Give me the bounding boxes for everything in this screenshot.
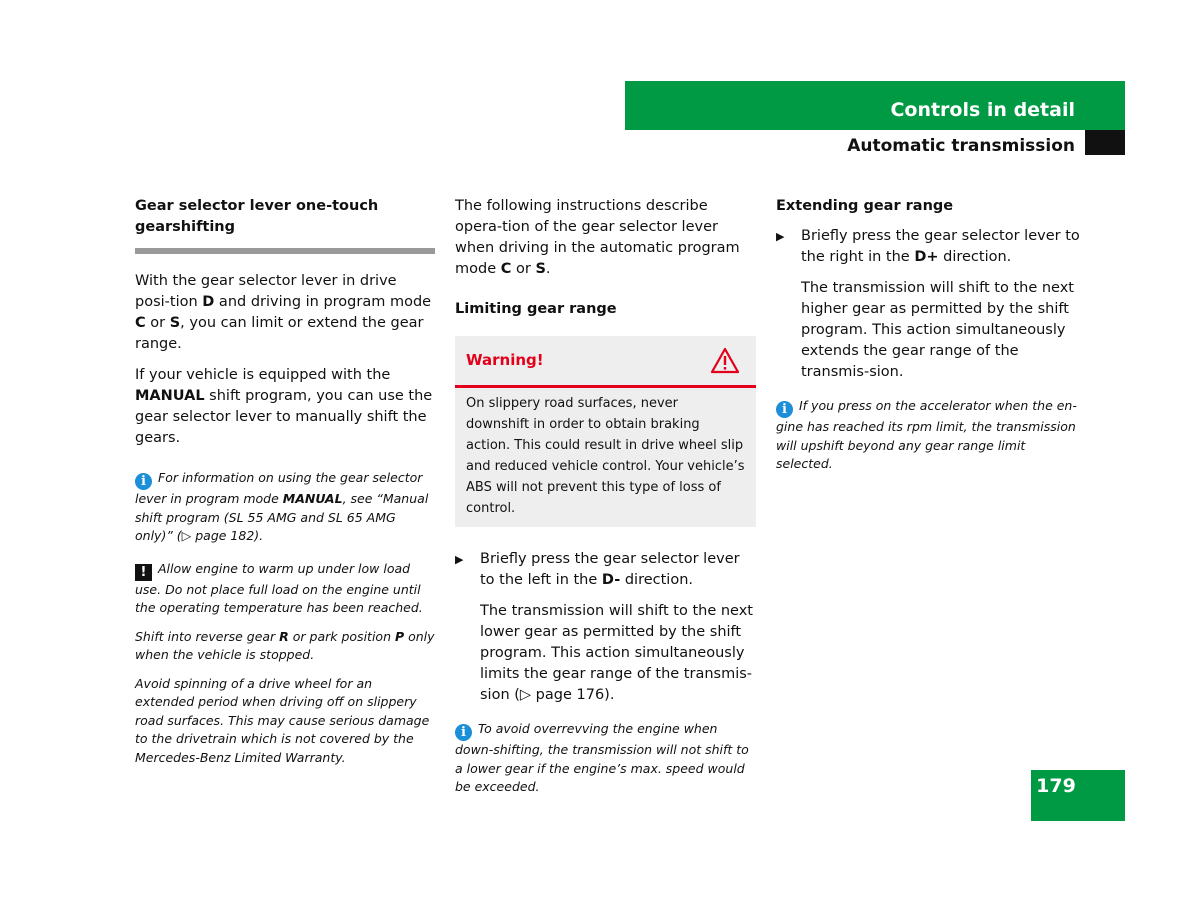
- subsection-title: Automatic transmission: [847, 136, 1075, 156]
- paragraph-gear-range: With the gear selector lever in drive posi-tion D and driving in program mode C or S, you can limit or extend the gear range.: [135, 273, 432, 352]
- section-heading: Gear selector lever one-touch gearshifting: [135, 198, 379, 235]
- heading-extending-gear-range: Extending gear range: [776, 198, 954, 214]
- section-tab-marker: [1085, 130, 1125, 155]
- warning-header: [455, 336, 756, 388]
- info-icon: i: [455, 724, 472, 741]
- page-number: 179: [1036, 775, 1076, 797]
- result-limit-range: The transmission will shift to the next lower gear as permitted by the shift program. This action simultaneously limits the gear range of the transmis-sion (▷ page 176).: [480, 603, 753, 703]
- warning-text: On slippery road surfaces, never downshift in order to obtain braking action. This could result in drive wheel slip and reduced vehicle control. Your vehicle’s ABS will not prevent this type of loss of control.: [466, 396, 745, 516]
- paragraph-manual-program: If your vehicle is equipped with the MANUAL shift program, you can use the gear selector lever to manually shift the gears.: [135, 367, 433, 446]
- step-press-left: ▶ Briefly press the gear selector lever to the left in the D- direction.: [455, 551, 740, 588]
- bullet-arrow-icon: ▶: [776, 230, 785, 243]
- column-3: [776, 196, 1080, 484]
- note-wheel-spin: Avoid spinning of a drive wheel for an extended period when driving off on slippery road surfaces. This may cause serious damage to the drivetrain which is not covered by the Mercedes-Benz Limited Warranty.: [135, 675, 430, 765]
- section-title: Controls in detail: [890, 99, 1075, 121]
- info-note-manual: i For information on using the gear selector lever in program mode MANUAL, see “Manual shift program (SL 55 AMG and SL 65 AMG only)” (▷ page 182).: [135, 470, 429, 543]
- column-1: [135, 196, 435, 777]
- note-reverse-park: Shift into reverse gear R or park position P only when the vehicle is stopped.: [135, 628, 435, 662]
- caution-icon: !: [135, 564, 152, 581]
- warning-box: [455, 336, 756, 527]
- info-note-rpm-limit: i If you press on the accelerator when the en-gine has reached its rpm limit, the transmission will upshift beyond any gear range limit selected.: [776, 398, 1077, 471]
- column-2: [455, 196, 756, 807]
- result-extend-range: The transmission will shift to the next higher gear as permitted by the shift program. This action simultaneously extends the gear range of the transmis-sion.: [801, 280, 1074, 380]
- bullet-arrow-icon: ▶: [455, 553, 464, 566]
- heading-rule: [135, 248, 435, 254]
- heading-limiting-gear-range: Limiting gear range: [455, 301, 617, 317]
- info-icon: i: [776, 401, 793, 418]
- caution-note-warmup: ! Allow engine to warm up under low load use. Do not place full load on the engine until the operating temperature has been reached.: [135, 560, 423, 615]
- info-icon: i: [135, 473, 152, 490]
- warning-triangle-icon: [710, 347, 740, 374]
- step-press-right: ▶ Briefly press the gear selector lever to the right in the D+ direction.: [776, 228, 1080, 265]
- info-note-overrev: i To avoid overrevving the engine when down-shifting, the transmission will not shift to a lower gear if the engine’s max. speed would be exceeded.: [455, 721, 749, 794]
- paragraph-instructions-intro: The following instructions describe opera-tion of the gear selector lever when driving in the automatic program mode C or S.: [455, 198, 740, 277]
- warning-label: Warning!: [466, 351, 544, 369]
